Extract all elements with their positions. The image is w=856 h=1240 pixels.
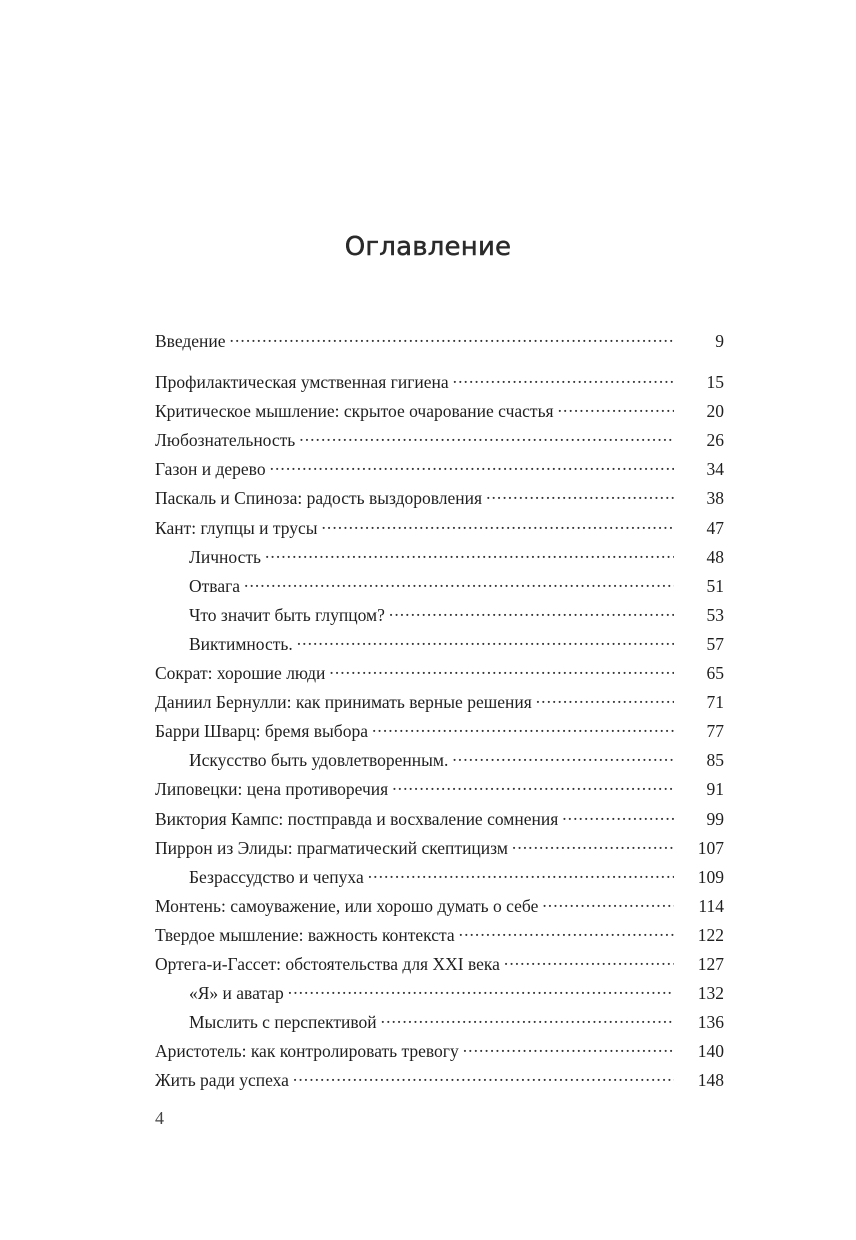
toc-entry [155, 892, 724, 921]
toc-subentry [155, 572, 724, 601]
toc-subentry [155, 601, 724, 630]
toc-entry-page: 109 [697, 866, 724, 887]
toc-entry-page: 38 [706, 488, 724, 509]
toc-entry-label: Что значит быть глупцом? [189, 604, 385, 625]
toc-entry-page: 53 [706, 604, 724, 625]
toc-entry-page: 57 [706, 633, 724, 654]
toc-entry-page: 47 [706, 517, 724, 538]
toc-entry-page: 148 [697, 1070, 724, 1091]
toc-dot-leader [534, 688, 674, 708]
toc-subentry [155, 746, 724, 775]
toc-entry-page: 26 [706, 430, 724, 451]
toc-entry [155, 455, 724, 484]
toc-entry-label: Мыслить с перспективой [189, 1012, 377, 1033]
toc-entry-page: 34 [706, 459, 724, 480]
toc-dot-leader [461, 1037, 674, 1057]
toc-dot-leader [286, 979, 674, 999]
toc-dot-leader [450, 746, 674, 766]
toc-entry [155, 717, 724, 746]
toc-entry [155, 805, 724, 834]
toc-dot-leader [390, 775, 674, 795]
toc-entry-label: Искусство быть удовлетворенным. [189, 750, 449, 771]
toc-entry [155, 1037, 724, 1066]
toc-entry-label: Профилактическая умственная гигиена [155, 372, 449, 393]
toc-subentry [155, 630, 724, 659]
toc-entry-page: 65 [706, 663, 724, 684]
toc-entry-page: 114 [698, 895, 724, 916]
toc-entry-page: 20 [706, 401, 724, 422]
toc-entry-label: Виктория Кампс: постправда и восхваление сомнения [155, 808, 559, 829]
toc-dot-leader [320, 514, 675, 534]
toc-entry-page: 85 [706, 750, 724, 771]
toc-entry-label: Сократ: хорошие люди [155, 663, 326, 684]
toc-entry [155, 327, 724, 356]
toc-dot-leader [327, 659, 674, 679]
toc-entry-label: Ортега-и-Гассет: обстоятельства для XXI века [155, 953, 500, 974]
toc-entry-label: Паскаль и Спиноза: радость выздоровления [155, 488, 483, 509]
toc-dot-leader [556, 397, 674, 417]
toc-entry-page: 140 [697, 1041, 724, 1062]
toc-dot-leader [242, 572, 674, 592]
toc-entry-page: 77 [706, 721, 724, 742]
toc-entry-label: Даниил Бернулли: как принимать верные решения [155, 692, 532, 713]
toc-subentry [155, 543, 724, 572]
toc-entry-label: Безрассудство и чепуха [189, 866, 364, 887]
page-number: 4 [155, 1108, 164, 1128]
toc-entry-label: Монтень: самоуважение, или хорошо думать о себе [155, 895, 539, 916]
toc-entry [155, 921, 724, 950]
toc-dot-leader [457, 921, 674, 941]
toc-entry [155, 775, 724, 804]
toc-entry-page: 51 [706, 575, 724, 596]
table-of-contents [155, 327, 724, 1095]
toc-entry-label: Любознательность [155, 430, 296, 451]
toc-entry-page: 99 [706, 808, 724, 829]
toc-dot-leader [228, 327, 674, 347]
toc-dot-leader [370, 717, 674, 737]
toc-dot-leader [502, 950, 674, 970]
toc-subentry [155, 979, 724, 1008]
toc-entry-label: «Я» и аватар [189, 983, 284, 1004]
toc-entry [155, 368, 724, 397]
toc-dot-leader [291, 1066, 674, 1086]
toc-dot-leader [560, 805, 674, 825]
toc-entry-page: 132 [697, 983, 724, 1004]
toc-entry-label: Критическое мышление: скрытое очарование счастья [155, 401, 554, 422]
page-title: Оглавление [344, 232, 512, 262]
toc-entry-label: Газон и дерево [155, 459, 266, 480]
toc-entry-label: Липовецки: цена противоречия [155, 779, 389, 800]
toc-dot-leader [387, 601, 674, 621]
toc-entry-page: 91 [706, 779, 724, 800]
toc-dot-leader [268, 455, 674, 475]
toc-entry-page: 136 [697, 1012, 724, 1033]
toc-entry-label: Отвага [189, 575, 241, 596]
toc-dot-leader [295, 630, 674, 650]
toc-entry [155, 834, 724, 863]
toc-entry-page: 71 [706, 692, 724, 713]
toc-entry-label: Барри Шварц: бремя выбора [155, 721, 368, 742]
toc-dot-leader [366, 863, 674, 883]
toc-entry-page: 48 [706, 546, 724, 567]
toc-entry-label: Кант: глупцы и трусы [155, 517, 318, 538]
toc-entry [155, 950, 724, 979]
toc-dot-leader [451, 368, 674, 388]
toc-entry-page: 107 [697, 837, 724, 858]
toc-dot-leader [484, 484, 674, 504]
toc-entry-label: Введение [155, 331, 226, 351]
toc-dot-leader [540, 892, 674, 912]
toc-dot-leader [379, 1008, 674, 1028]
toc-entry-label: Личность [189, 546, 261, 567]
toc-entry [155, 688, 724, 717]
toc-entry [155, 397, 724, 426]
toc-entry-label: Жить ради успеха [155, 1070, 289, 1091]
toc-dot-leader [297, 426, 674, 446]
toc-entry [155, 484, 724, 513]
toc-entry-page: 15 [706, 372, 724, 393]
toc-entry [155, 659, 724, 688]
toc-dot-leader [263, 543, 674, 563]
toc-entry [155, 426, 724, 455]
toc-entry-page: 9 [715, 331, 724, 351]
toc-entry-page: 122 [697, 924, 724, 945]
toc-dot-leader [510, 834, 674, 854]
toc-entry-label: Аристотель: как контролировать тревогу [155, 1041, 459, 1062]
toc-entry-label: Пиррон из Элиды: прагматический скептицизм [155, 837, 508, 858]
toc-entry-page: 127 [697, 953, 724, 974]
toc-entry [155, 514, 724, 543]
toc-subentry [155, 1008, 724, 1037]
toc-entry-label: Виктимность. [189, 633, 293, 654]
toc-subentry [155, 863, 724, 892]
toc-entry-label: Твердое мышление: важность контекста [155, 924, 455, 945]
toc-entry [155, 1066, 724, 1095]
